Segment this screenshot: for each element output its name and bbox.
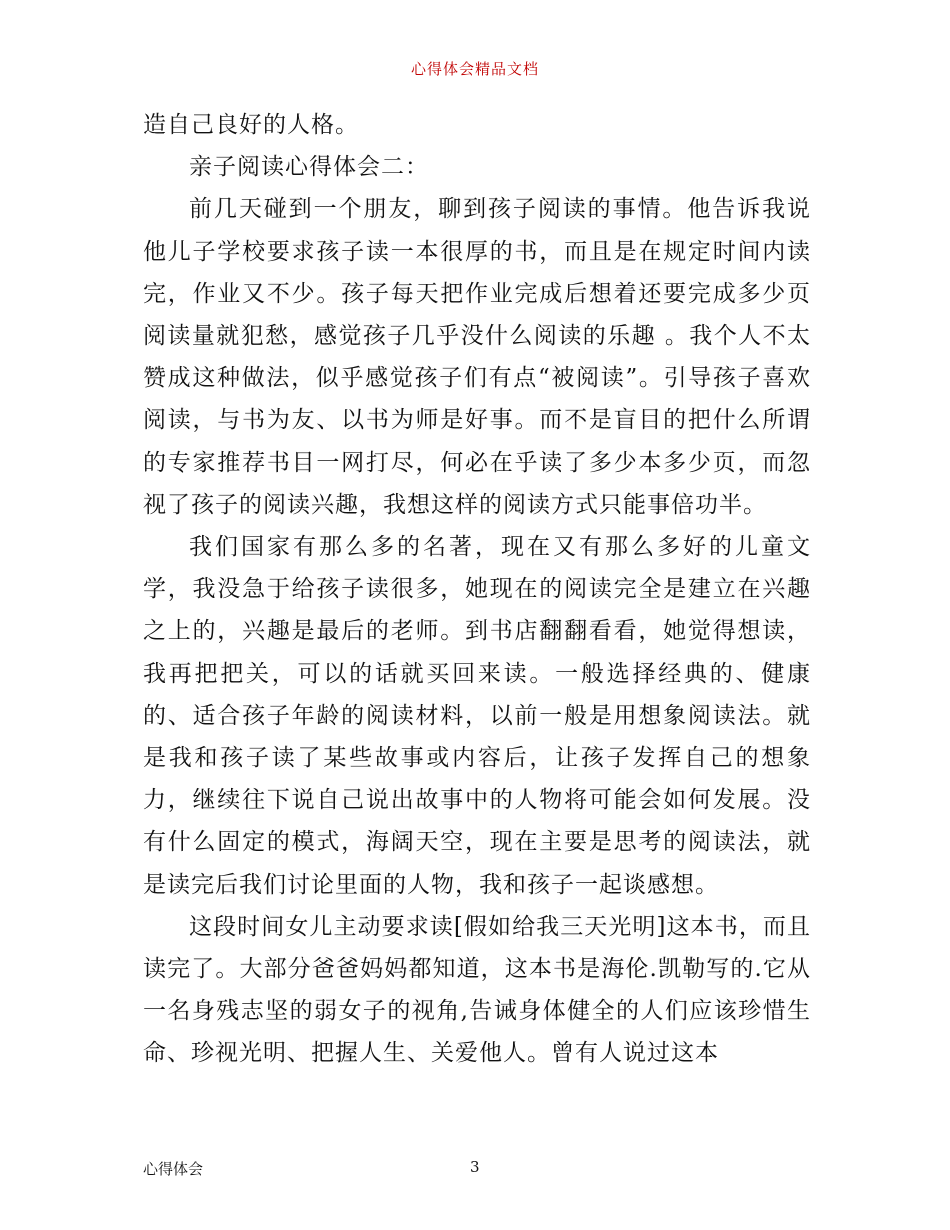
- section-heading: 亲子阅读心得体会二：: [189, 154, 429, 181]
- paragraph: 这段时间女儿主动要求读[假如给我三天光明]这本书，而且读完了。大部分爸爸妈妈都知道，这本书是海伦.凯勒写的.它从一名身残志坚的弱女子的视角,告诫身体健全的人们应该珍惜生命、珍视光明、把握人生、关爱他人。曾有人说过这本: [143, 913, 811, 1067]
- footer-label: 心得体会: [143, 1160, 204, 1178]
- document-header-title: 心得体会精品文档: [410, 60, 539, 78]
- paragraph: 前几天碰到一个朋友，聊到孩子阅读的事情。他告诉我说他儿子学校要求孩子读一本很厚的书，而且是在规定时间内读完，作业又不少。孩子每天把作业完成后想着还要完成多少页阅读量就犯愁，感觉孩子几乎没什么阅读的乐趣 。我个人不太赞成这种做法，似乎感觉孩子们有点“被阅读”。引导孩子喜欢阅读，与书为友、以书为师是好事。而不是盲目的把什么所谓的专家推荐书目一网打尽，何必在乎读了多少本多少页，而忽视了孩子的阅读兴趣，我想这样的阅读方式只能事倍功半。: [143, 196, 811, 518]
- page-number: 3: [470, 1158, 480, 1176]
- paragraph-continuation: 造自己良好的人格。: [143, 112, 359, 138]
- paragraph: 我们国家有那么多的名著，现在又有那么多好的儿童文学，我没急于给孩子读很多，她现在的阅读完全是建立在兴趣之上的，兴趣是最后的老师。到书店翻翻看看，她觉得想读，我再把把关，可以的话就买回来读。一般选择经典的、健康的、适合孩子年龄的阅读材料，以前一般是用想象阅读法。就是我和孩子读了某些故事或内容后，让孩子发挥自己的想象力，继续往下说自己说出故事中的人物将可能会如何发展。没有什么固定的模式，海阔天空，现在主要是思考的阅读法，就是读完后我们讨论里面的人物，我和孩子一起谈感想。: [143, 534, 811, 898]
- document-body: [143, 104, 811, 1075]
